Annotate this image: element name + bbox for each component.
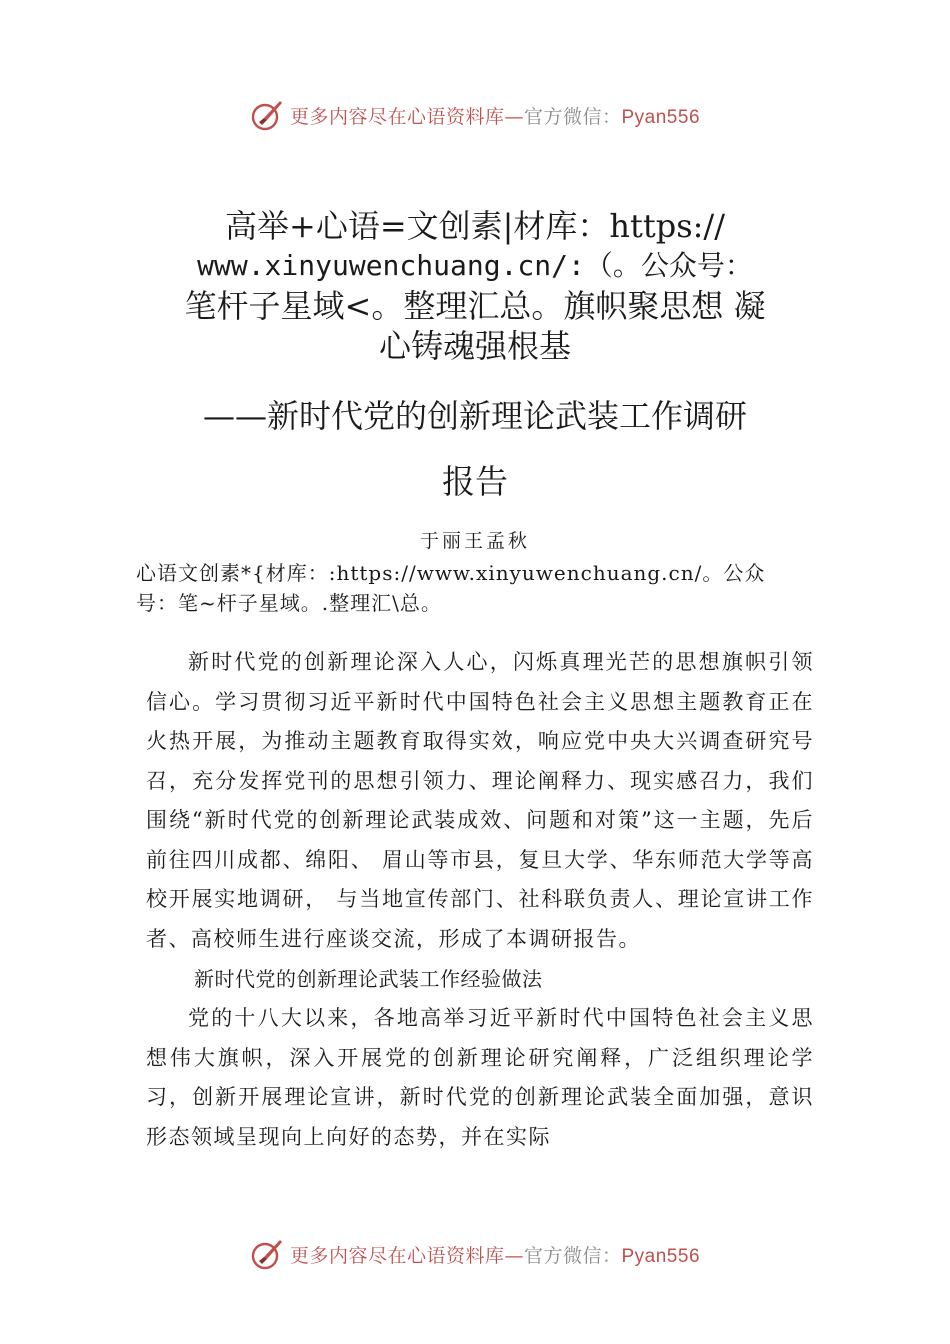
document-title — [150, 206, 800, 366]
source-note — [136, 558, 836, 618]
body-paragraph: 新时代党的创新理论深入人心，闪烁真理光芒的思想旗帜引领信心。学习贯彻习近平新时代中国特色社会主义思想主题教育正在火热开展，为推动主题教育取得实效，响应党中央大兴调查研究号召，充分发挥党刊的思想引领力、理论阐释力、现实感召力，我们围绕“新时代党的创新理论武装成效、问题和对策”这一主题，先后前往四川成都、绵阳、 眉山等市县，复旦大学、华东师范大学等高校开展实地调研， 与当地宣传部门、社科联负责人、理论宣讲工作者、高校师生进行座谈交流，形成了本调研报告。 — [146, 650, 814, 951]
quill-seal-icon — [250, 98, 284, 132]
title-line: 高举+心语=文创素|材库：https:// — [225, 207, 725, 245]
title-line: 笔杆子星域<。整理汇总。旗帜聚思想 凝 — [184, 287, 766, 325]
document-subtitle: ——新时代党的创新理论武装工作调研 — [202, 397, 747, 435]
document-subtitle-cont: 报告 — [442, 462, 508, 501]
source-line: 心语文创素*{材库：:https://www.xinyuwenchuang.cn/。公众 — [136, 561, 766, 585]
body-paragraph: 党的十八大以来，各地高举习近平新时代中国特色社会主义思想伟大旗帜，深入开展党的创新理论研究阐释，广泛组织理论学习，创新开展理论宣讲，新时代党的创新理论武装全面加强，意识形态领域呈现向上向好的态势，并在实际 — [146, 1006, 814, 1149]
quill-seal-icon — [250, 1237, 284, 1271]
authors: 于丽王孟秋 — [419, 530, 530, 552]
watermark-text: 更多内容尽在心语资料库—官方微信：Pyan556 — [289, 105, 701, 128]
watermark-banner-top — [0, 95, 950, 135]
watermark-text: 更多内容尽在心语资料库—官方微信：Pyan556 — [289, 1244, 701, 1267]
watermark-banner-bottom — [0, 1234, 950, 1274]
document-body — [146, 643, 814, 1157]
title-line: 心铸魂强根基 — [378, 327, 571, 365]
title-line: www.xinyuwenchuang.cn/:（。公众号： — [197, 249, 753, 282]
section-heading: 新时代党的创新理论武装工作经验做法 — [194, 967, 543, 991]
source-line: 号：笔~杆子星域。.整理汇\总。 — [136, 591, 442, 615]
